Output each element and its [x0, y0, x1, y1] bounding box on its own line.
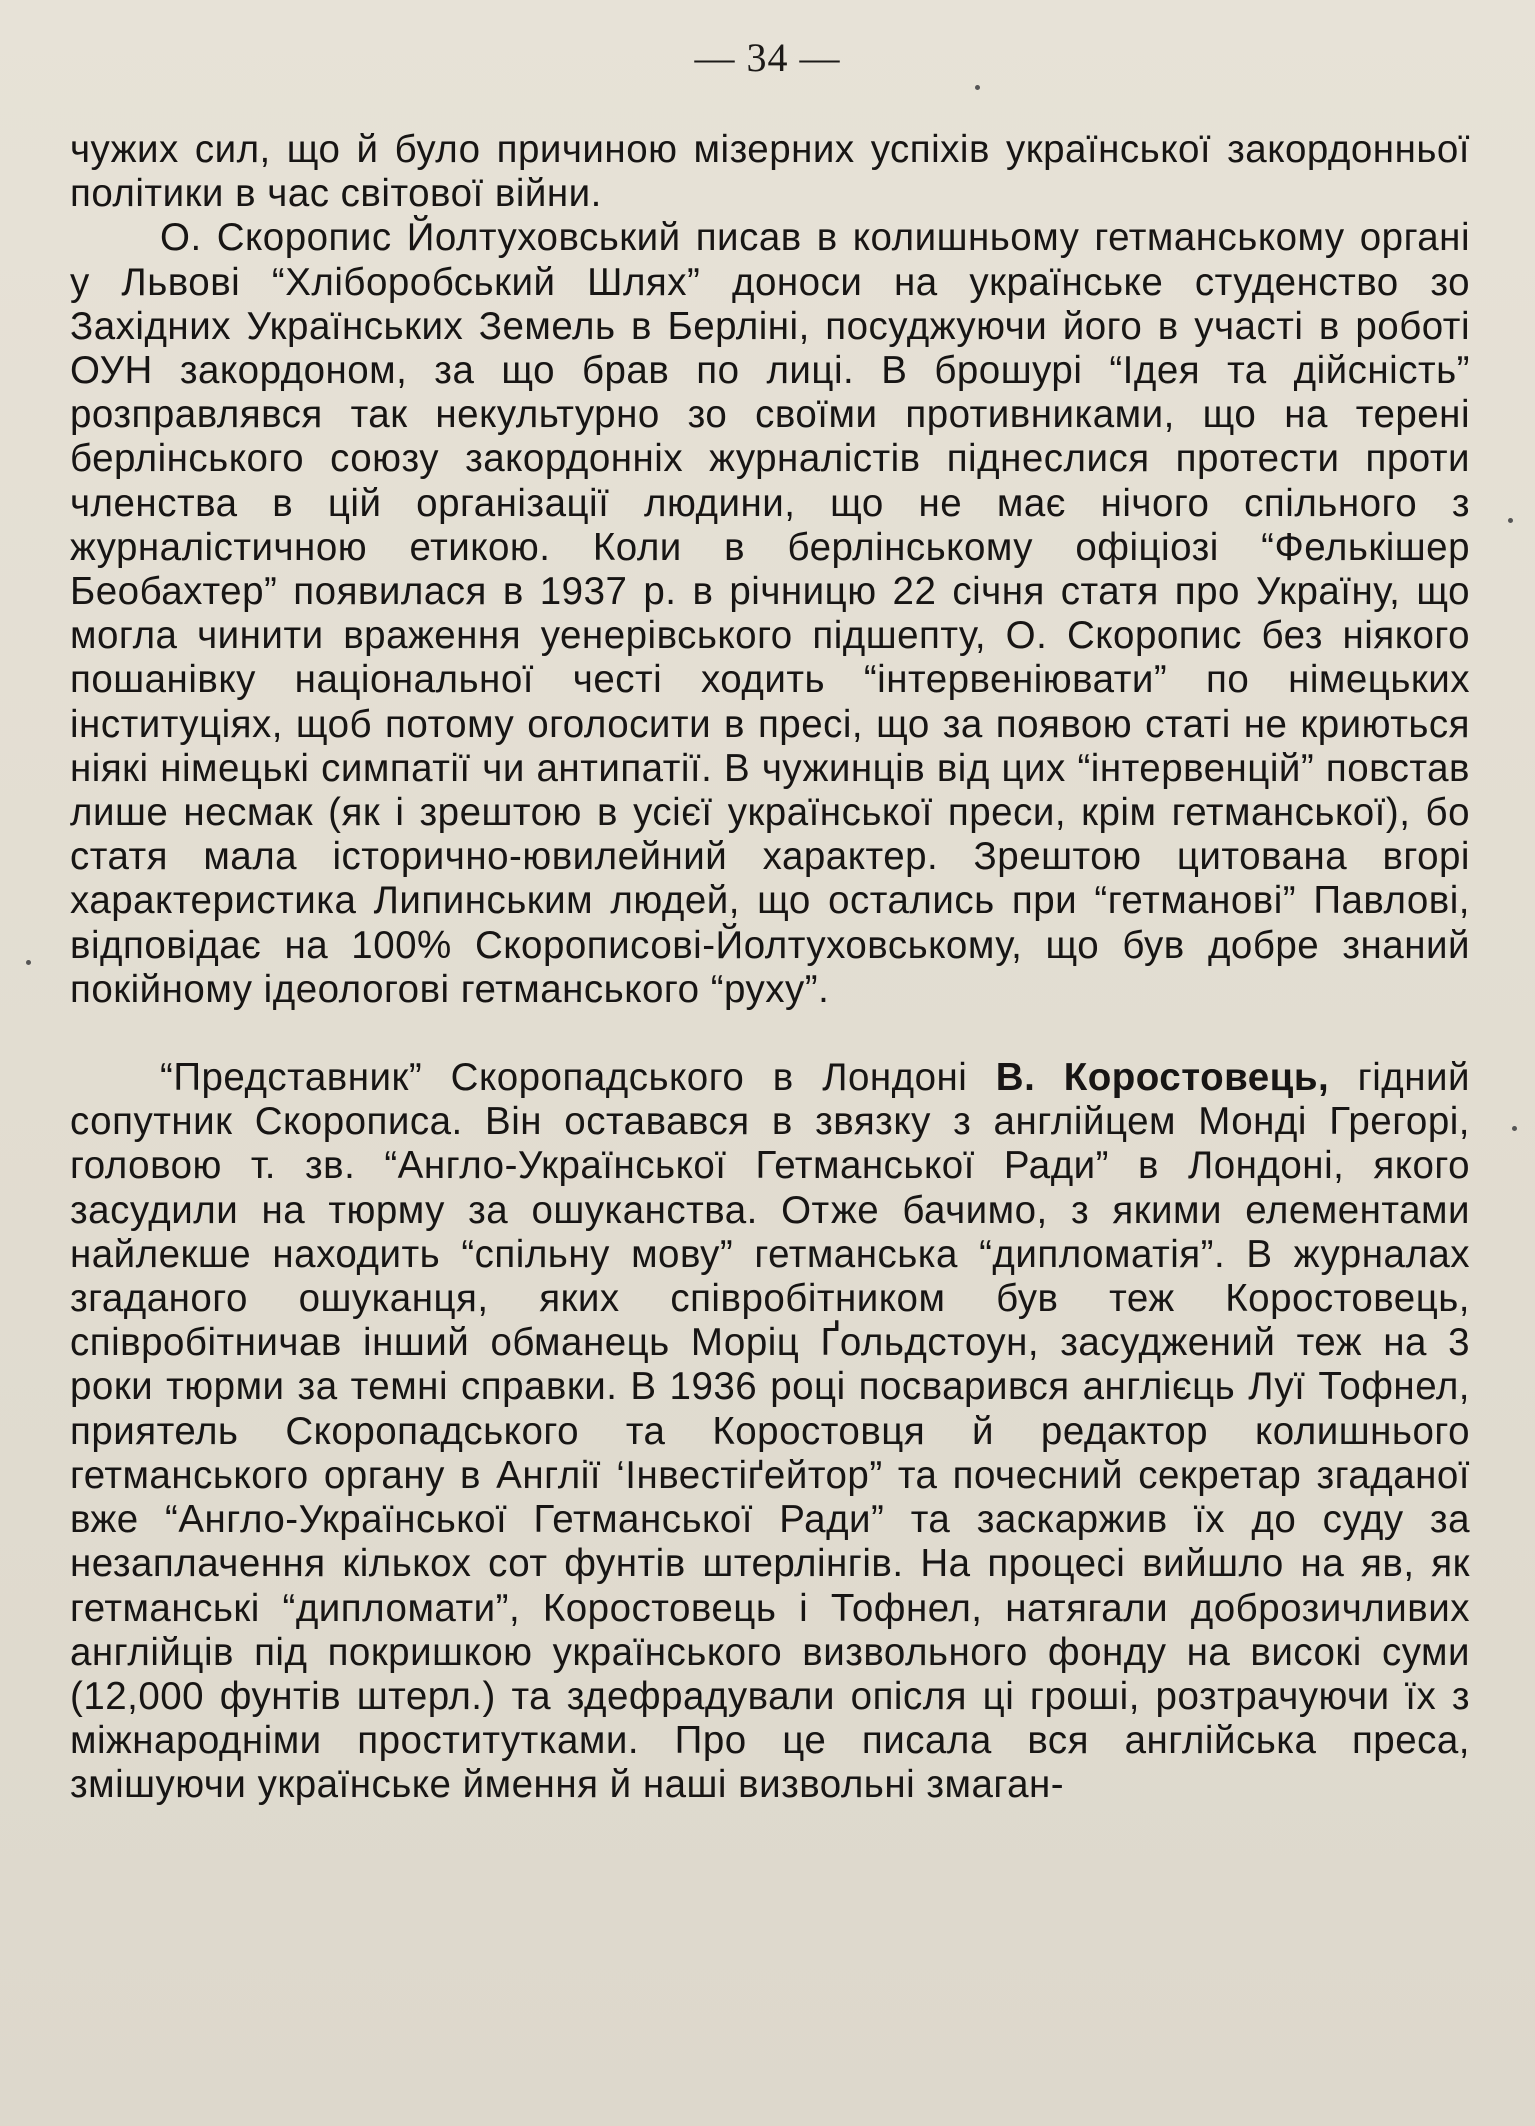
page-number: — 34 —	[694, 35, 841, 80]
paragraph-gap	[70, 1012, 1470, 1056]
paragraph-korostovets-body: гідний сопутник Скорописа. Він оставався в звязку з англійцем Монді Грегорі, головою т. зв. “Англо-Української Гетманської Ради” в Лондоні, якого засудили на тюрму за ошуканства. Отже бачимо, з якими елементами найлекше находить “спільну мову” гетманська “дипломатія”. В журналах згаданого ошуканця, яких співробітником був теж Коростовець, співробітничав інший обманець Моріц Ґольдстоун, засуджений теж на 3 роки тюрми за темні справки. В 1936 році посварився англієць Луї Тофнел, приятель Скоропадського та Коростовця й редактор колишнього гетманського органу в Англії ‘Інвестіґейтор” та почесний секретар згаданої вже “Англо-Української Гетманської Ради” та заскаржив їх до суду за незаплачення кількох сот фунтів штерлінгів. На процесі вийшло на яв, як гетманські “дипломати”, Коростовець і Тофнел, натягали доброзичливих англійців під покришкою українського визвольного фонду на високі суми (12,000 фунтів штерл.) та здефрадували опісля ці гроші, розтрачуючи їх з міжнародніми проститутками. Про це писала вся англійська преса, змішуючи українське ймення й наші визвольні змаган-	[70, 1056, 1471, 1807]
paragraph-korostovets	[70, 1056, 1470, 1807]
name-korostovets-bold: В. Коростовець,	[995, 1056, 1330, 1100]
paragraph-skoropys: О. Скоропис Йолтуховський писав в колишньому гетманському органі у Львові “Хліборобський Шлях” доноси на українське студенство зо Західних Українських Земель в Берліні, посуджуючи його в участі в роботі ОУН закордоном, за що брав по лиці. В брошурі “Ідея та дійсність” розправлявся так некультурно зо своїми противниками, що на терені берлінського союзу закордонніх журналістів піднеслися протести проти членства в цій організації людини, що не має нічого спільного з журналістичною етикою. Коли в берлінському офіціозі “Фелькішер Беобахтер” появилася в 1937 р. в річницю 22 січня статя про Україну, що могла чинити враження уенерівського підшепту, О. Скоропис без ніякого пошанівку національної честі ходить “інтервеніювати” по німецьких інституціях, щоб потому оголосити в пресі, що за появою статі не криються ніякі німецькі симпатії чи антипатії. В чужинців від цих “інтервенцій” повстав лише несмак (як і зрештою в усієї української преси, крім гетманської), бо статя мала історично-ювилейний характер. Зрештою цитована вгорі характеристика Липинським людей, що остались при “гетманові” Павлові, відповідає на 100% Скорописові-Йолтуховському, що був добре знаний покійному ідеологові гетманського “руху”.	[70, 216, 1470, 1011]
paragraph-korostovets-intro: “Представник” Скоропадського в Лондоні	[160, 1056, 996, 1100]
print-speck	[1512, 1126, 1517, 1131]
print-speck	[1508, 518, 1513, 523]
paragraph-continuation: чужих сил, що й було причиною мізерних успіхів української закордонньої політики в час світової війни.	[70, 128, 1470, 216]
body-text	[70, 128, 1470, 1808]
print-speck	[26, 960, 31, 965]
print-speck	[975, 85, 980, 90]
